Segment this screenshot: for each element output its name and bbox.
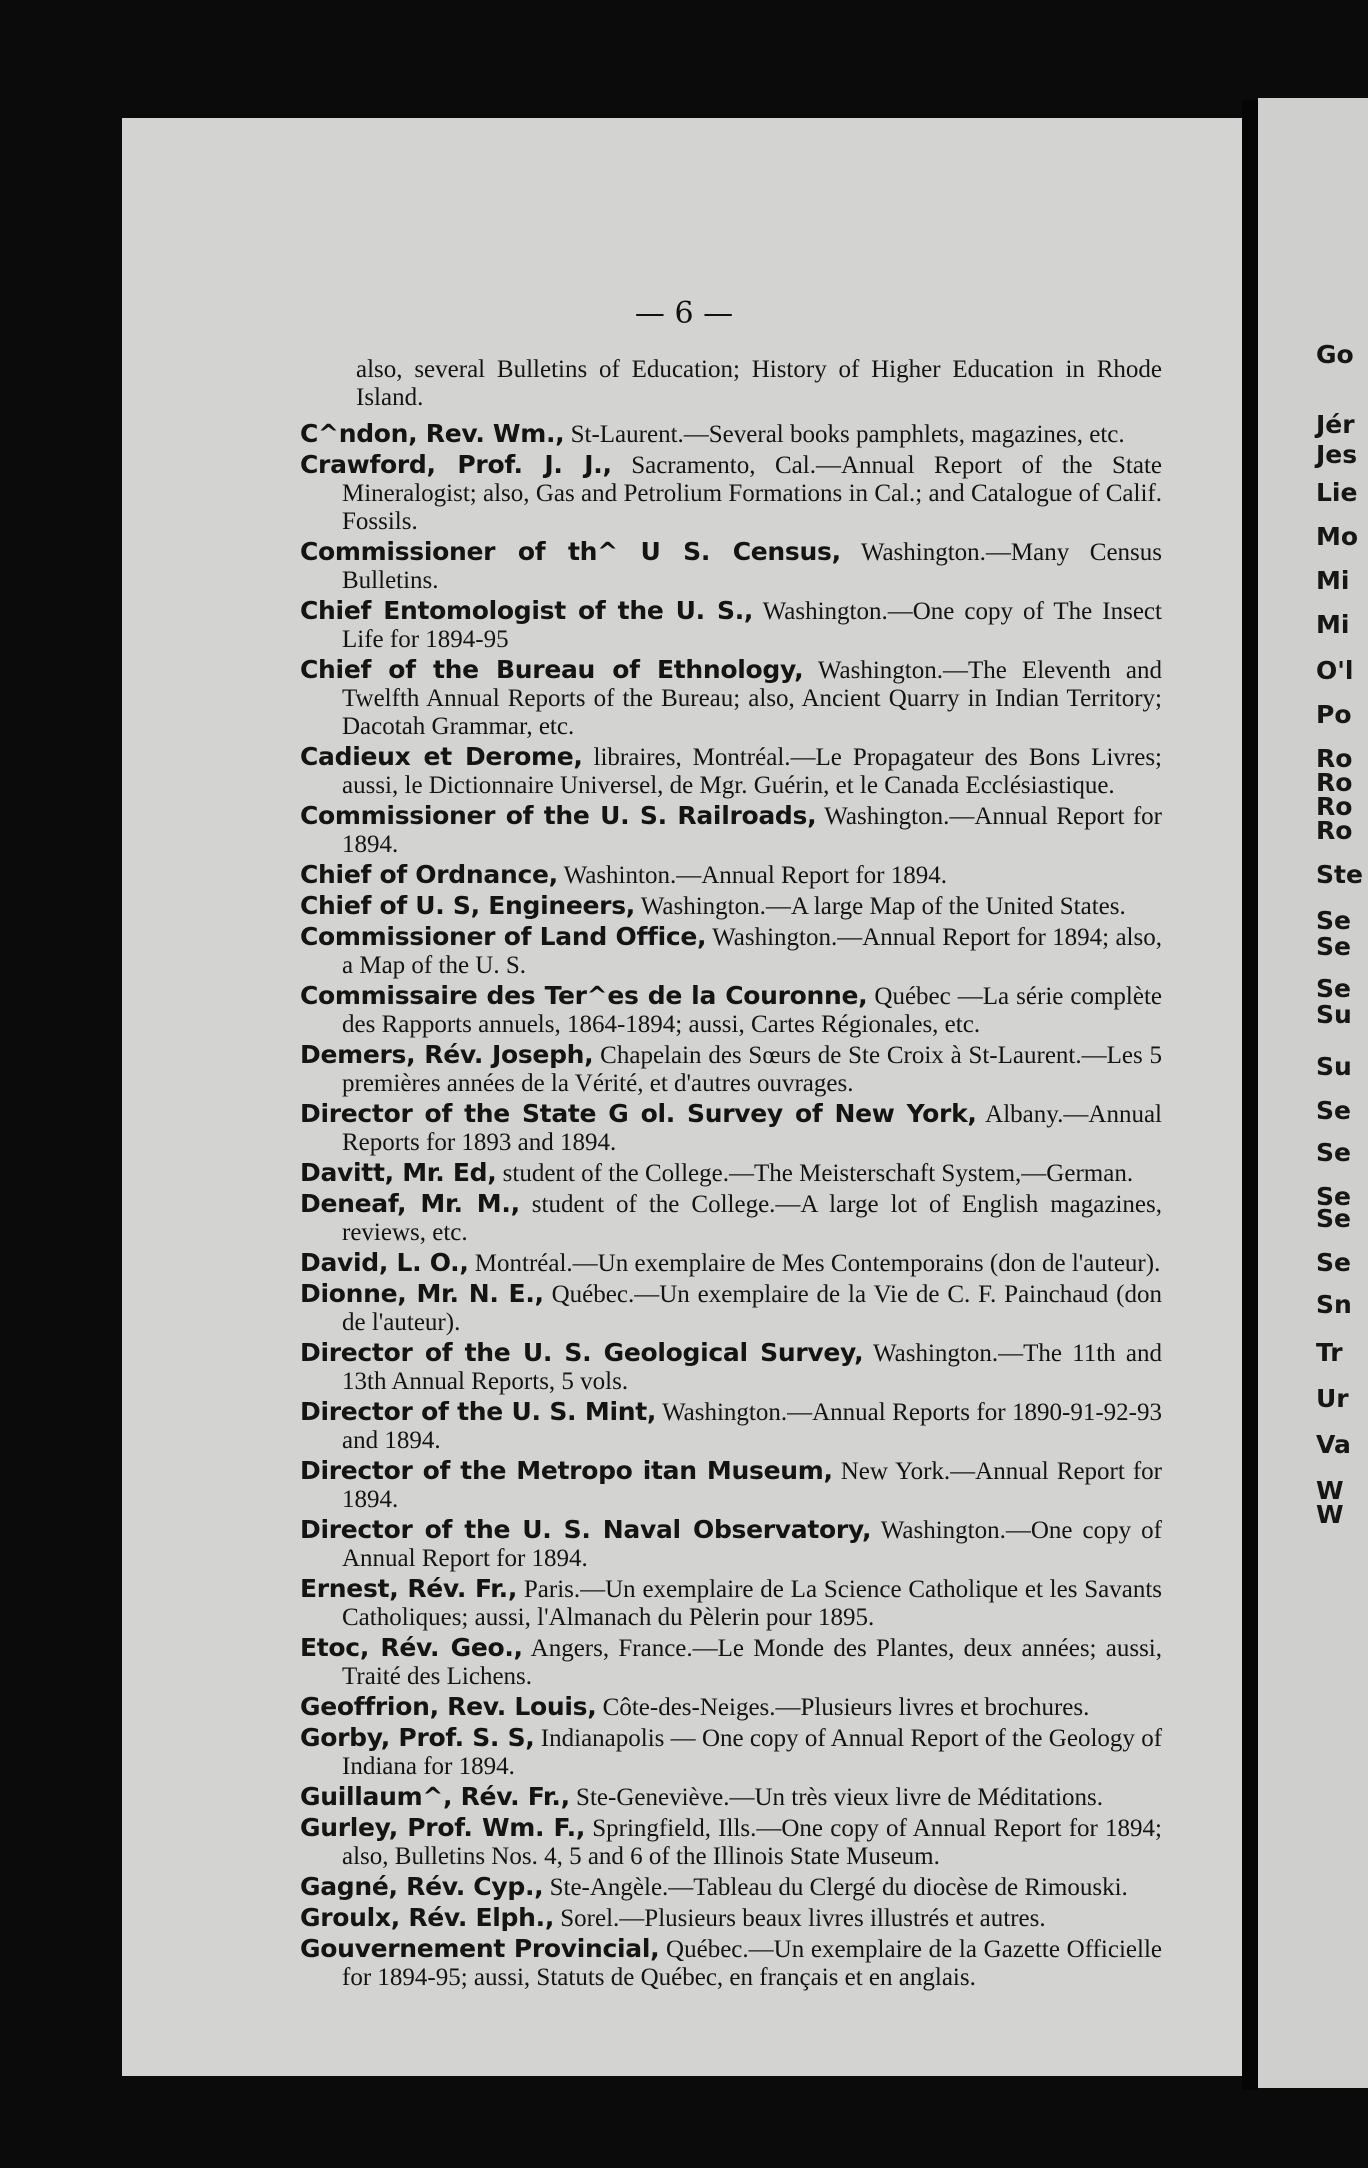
facing-page-fragment: Ur <box>1316 1384 1349 1413</box>
donor-name: Chief of the Bureau of Ethnology, <box>300 655 804 684</box>
donor-name: Ernest, Rév. Fr., <box>300 1574 518 1603</box>
facing-page-fragment: Mi <box>1316 566 1350 595</box>
donor-name: Crawford, Prof. J. J., <box>300 450 612 479</box>
donor-name: Deneaf, Mr. M., <box>300 1189 520 1218</box>
facing-page-fragment: Jér <box>1316 410 1355 439</box>
donor-name: Gurley, Prof. Wm. F., <box>300 1813 586 1842</box>
donor-entry <box>300 1100 1162 1157</box>
donor-name: Commissioner of the U. S. Railroads, <box>300 801 817 830</box>
donor-name: Commissioner of th^ U S. Census, <box>300 537 841 566</box>
donation-description: Washington.—Annual Report for 1894. <box>342 803 1162 858</box>
facing-page-fragment: Su <box>1316 1000 1352 1029</box>
donor-entry <box>300 1783 1162 1812</box>
facing-page-fragment: Go <box>1316 340 1354 369</box>
donation-description: Washinton.—Annual Report for 1894. <box>563 862 947 889</box>
donor-entry <box>300 1935 1162 1992</box>
donor-entry <box>300 923 1162 980</box>
donation-description: student of the College.—The Meisterschaft System,—German. <box>502 1160 1134 1187</box>
donor-entry <box>300 1159 1162 1188</box>
donor-name: C^ndon, Rev. Wm., <box>300 419 565 448</box>
facing-page-fragment: Ro <box>1316 768 1353 797</box>
donor-name: Cadieux et Derome, <box>300 742 583 771</box>
donor-name: Groulx, Rév. Elph., <box>300 1903 555 1932</box>
donor-name: Director of the U. S. Mint, <box>300 1397 657 1426</box>
facing-page-fragment: Po <box>1316 700 1352 729</box>
donor-name: Gagné, Rév. Cyp., <box>300 1872 544 1901</box>
donation-description: Ste-Angèle.—Tableau du Clergé du diocèse de Rimouski. <box>549 1874 1128 1901</box>
donation-description: New York.—Annual Report for 1894. <box>342 1458 1162 1513</box>
donation-description: Washington.—Annual Report for 1894; also, a Map of the U. S. <box>342 924 1162 979</box>
donor-name: Commissioner of Land Office, <box>300 922 707 951</box>
donor-entry <box>300 1634 1162 1691</box>
facing-page-fragment: Ro <box>1316 792 1353 821</box>
donation-description: Montréal.—Un exemplaire de Mes Contemporains (don de l'auteur). <box>474 1250 1161 1277</box>
donor-entry <box>300 1724 1162 1781</box>
donor-entry <box>300 597 1162 654</box>
donation-description: Washington.—One copy of The Insect Life for 1894-95 <box>342 598 1162 653</box>
donor-entry <box>300 1190 1162 1247</box>
facing-page-fragment: Tr <box>1316 1338 1343 1367</box>
donation-description: Springfield, Ills.—One copy of Annual Report for 1894; also, Bulletins Nos. 4, 5 and 6 of the Illinois State Museum. <box>342 1815 1162 1870</box>
donation-description: Angers, France.—Le Monde des Plantes, deux années; aussi, Traité des Lichens. <box>342 1635 1162 1690</box>
donor-name: Davitt, Mr. Ed, <box>300 1158 497 1187</box>
facing-page-fragment: Su <box>1316 1052 1352 1081</box>
facing-page-fragment: Jes <box>1316 440 1358 469</box>
facing-page-fragment: Se <box>1316 1248 1351 1277</box>
donor-entry <box>300 1041 1162 1098</box>
donation-description: Washington.—Annual Reports for 1890-91-92-93 and 1894. <box>342 1399 1162 1454</box>
facing-page-fragment: Ro <box>1316 744 1353 773</box>
donor-name: Director of the U. S. Naval Observatory, <box>300 1515 872 1544</box>
donor-name: Gorby, Prof. S. S, <box>300 1723 535 1752</box>
donation-description: Sacramento, Cal.—Annual Report of the State Mineralogist; also, Gas and Petrolium Formations in Cal.; and Catalogue of Calif. Fossils. <box>342 452 1163 535</box>
facing-page-fragment: W <box>1316 1500 1344 1529</box>
donor-entry <box>300 1398 1162 1455</box>
facing-page-fragment: Mi <box>1316 610 1350 639</box>
facing-page-fragment: Mo <box>1316 522 1359 551</box>
donation-description: Washington.—Many Census Bulletins. <box>342 539 1162 594</box>
facing-page-fragment: O'l <box>1316 656 1354 685</box>
donor-name: David, L. O., <box>300 1248 469 1277</box>
facing-page-fragment: Se <box>1316 1204 1351 1233</box>
donor-entry <box>300 1249 1162 1278</box>
facing-page-fragment: Lie <box>1316 478 1358 507</box>
donor-name: Director of the State G ol. Survey of New York, <box>300 1099 977 1128</box>
donor-entry <box>300 656 1162 741</box>
donor-entry <box>300 420 1162 449</box>
donation-description: Albany.—Annual Reports for 1893 and 1894. <box>342 1101 1162 1156</box>
facing-page-fragment: Se <box>1316 906 1351 935</box>
donor-name: Demers, Rév. Joseph, <box>300 1040 594 1069</box>
donor-entry <box>300 1516 1162 1573</box>
donor-list <box>300 356 1162 1994</box>
donor-name: Gouvernement Provincial, <box>300 1934 660 1963</box>
donor-entry <box>300 1904 1162 1933</box>
donation-description: Québec.—Un exemplaire de la Vie de C. F. Painchaud (don de l'auteur). <box>342 1281 1162 1336</box>
facing-page-fragment: Se <box>1316 1138 1351 1167</box>
facing-page-fragment: Ro <box>1316 816 1353 845</box>
donor-entry <box>300 861 1162 890</box>
donor-name: Chief Entomologist of the U. S., <box>300 596 754 625</box>
donation-description: student of the College.—A large lot of English magazines, reviews, etc. <box>342 1191 1162 1246</box>
donor-name: Commissaire des Ter^es de la Couronne, <box>300 981 868 1010</box>
donor-entry <box>300 356 1162 412</box>
donor-entry <box>300 538 1162 595</box>
donor-entry <box>300 1339 1162 1396</box>
donor-entry <box>300 892 1162 921</box>
donor-name: Chief of Ordnance, <box>300 860 558 889</box>
donor-entry <box>300 1873 1162 1902</box>
donor-name: Chief of U. S, Engineers, <box>300 891 635 920</box>
donation-description: Québec —La série complète des Rapports annuels, 1864-1894; aussi, Cartes Régionales, etc. <box>342 983 1163 1038</box>
donation-description: Ste-Geneviève.—Un très vieux livre de Méditations. <box>576 1784 1103 1811</box>
donation-description: Washington.—A large Map of the United States. <box>640 893 1126 920</box>
donor-name: Geoffrion, Rev. Louis, <box>300 1692 597 1721</box>
page-number: — 6 — <box>634 296 734 331</box>
donor-entry <box>300 1814 1162 1871</box>
donor-name: Etoc, Rév. Geo., <box>300 1633 523 1662</box>
donation-description: St-Laurent.—Several books pamphlets, magazines, etc. <box>570 421 1125 448</box>
donor-entry <box>300 1457 1162 1514</box>
facing-page-edge <box>1258 98 1368 2088</box>
donation-description: Indianapolis — One copy of Annual Report of the Geology of Indiana for 1894. <box>342 1725 1163 1780</box>
donation-description: also, several Bulletins of Education; History of Higher Education in Rhode Island. <box>356 356 1162 411</box>
donor-entry <box>300 451 1162 536</box>
donation-description: Washington.—The 11th and 13th Annual Reports, 5 vols. <box>342 1340 1162 1395</box>
facing-page-fragment: Va <box>1316 1430 1351 1459</box>
facing-page-fragment: Se <box>1316 974 1351 1003</box>
donation-description: Washington.—One copy of Annual Report for 1894. <box>342 1517 1162 1572</box>
donation-description: Washington.—The Eleventh and Twelfth Annual Reports of the Bureau; also, Ancient Quarry in Indian Territory; Dacotah Grammar, etc. <box>342 657 1162 740</box>
donor-name: Dionne, Mr. N. E., <box>300 1279 544 1308</box>
facing-page-fragment: Se <box>1316 1182 1351 1211</box>
donation-description: Paris.—Un exemplaire de La Science Catholique et les Savants Catholiques; aussi, l'Almanach du Pèlerin pour 1895. <box>342 1576 1163 1631</box>
page-gutter <box>1242 100 1258 2090</box>
donor-name: Guillaum^, Rév. Fr., <box>300 1782 570 1811</box>
donor-entry <box>300 1693 1162 1722</box>
donor-entry <box>300 802 1162 859</box>
donor-entry <box>300 743 1162 800</box>
facing-page-fragment: W <box>1316 1476 1344 1505</box>
donation-description: Sorel.—Plusieurs beaux livres illustrés et autres. <box>560 1905 1046 1932</box>
donor-entry <box>300 1575 1162 1632</box>
donation-description: Côte-des-Neiges.—Plusieurs livres et brochures. <box>602 1694 1090 1721</box>
donor-entry <box>300 1280 1162 1337</box>
facing-page-fragment: Ste <box>1316 860 1363 889</box>
donor-entry <box>300 982 1162 1039</box>
donor-name: Director of the U. S. Geological Survey, <box>300 1338 864 1367</box>
donor-name: Director of the Metropo itan Museum, <box>300 1456 833 1485</box>
donation-description: libraires, Montréal.—Le Propagateur des Bons Livres; aussi, le Dictionnaire Universel, de Mgr. Guérin, et le Canada Ecclésiastique. <box>342 744 1162 799</box>
facing-page-fragment: Se <box>1316 932 1351 961</box>
donation-description: Québec.—Un exemplaire de la Gazette Officielle for 1894-95; aussi, Statuts de Québec, en français et en anglais. <box>342 1936 1162 1991</box>
facing-page-fragment: Sn <box>1316 1290 1352 1319</box>
donation-description: Chapelain des Sœurs de Ste Croix à St-Laurent.—Les 5 premières années de la Vérité, et d'autres ouvrages. <box>342 1042 1162 1097</box>
facing-page-fragment: Se <box>1316 1096 1351 1125</box>
